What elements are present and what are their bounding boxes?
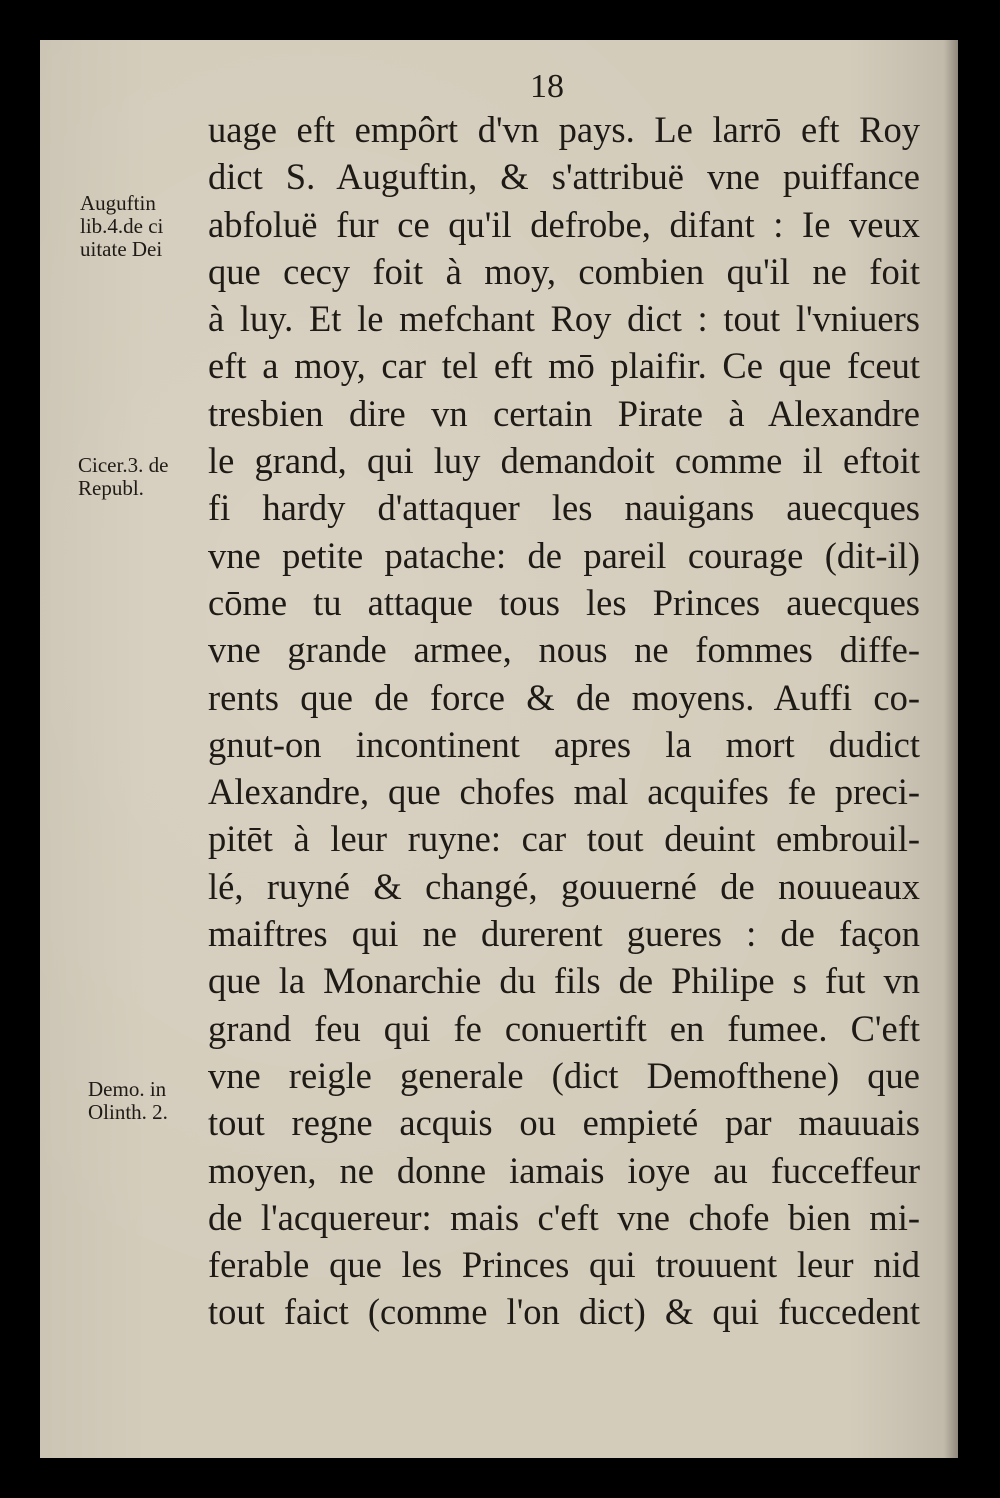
text-line: uage eft empôrt d'vn pays. Le larrō eft Roy bbox=[208, 109, 920, 150]
text-line: cōme tu attaque tous les Princes auecques bbox=[208, 581, 920, 623]
text-line: ferable que les Princes qui trouuent leur nid bbox=[208, 1244, 920, 1286]
text-line: vne petite patache: de pareil courage (dit-il) bbox=[208, 534, 920, 576]
text-line: que la Monarchie du fils de Philipe s fut vn bbox=[208, 960, 920, 1002]
margin-note-line: Demo. in bbox=[88, 1077, 167, 1101]
margin-note-line: uitate Dei bbox=[80, 237, 163, 261]
text-line: le grand, qui luy demandoit comme il eftoit bbox=[208, 440, 920, 482]
text-line: dict S. Auguftin, & s'attribuë vne puiffance bbox=[208, 156, 920, 198]
page-number: 18 bbox=[530, 68, 564, 105]
text-line: Alexandre, que chofes mal acquifes fe preci- bbox=[208, 771, 920, 813]
page-gutter-shadow bbox=[944, 40, 958, 1458]
margin-note-cicero bbox=[78, 454, 168, 500]
body-text bbox=[208, 106, 920, 1336]
text-line: à luy. Et le mefchant Roy dict : tout l'vniuers bbox=[208, 298, 920, 340]
text-line: rents que de force & de moyens. Auffi co- bbox=[208, 676, 920, 718]
book-page bbox=[40, 40, 958, 1458]
text-line: lé, ruyné & changé, gouuerné de nouueaux bbox=[208, 865, 920, 907]
margin-note-line: Republ. bbox=[78, 476, 144, 500]
text-line: tout faict (comme l'on dict) & qui fuccedent bbox=[208, 1291, 920, 1333]
text-line: que cecy foit à moy, combien qu'il ne foit bbox=[208, 250, 920, 292]
margin-note-line: Olinth. 2. bbox=[88, 1100, 168, 1124]
text-line: fi hardy d'attaquer les nauigans auecques bbox=[208, 487, 920, 529]
text-line: grand feu qui fe conuertift en fumee. C'eft bbox=[208, 1007, 920, 1049]
margin-note-demosthenes bbox=[88, 1078, 168, 1124]
margin-note-line: Auguftin bbox=[80, 191, 156, 215]
text-line: de l'acquereur: mais c'eft vne chofe bien mi- bbox=[208, 1196, 920, 1238]
text-line: maiftres qui ne durerent gueres : de façon bbox=[208, 913, 920, 955]
margin-note-augustin bbox=[80, 192, 163, 261]
text-line: tout regne acquis ou empieté par mauuais bbox=[208, 1102, 920, 1144]
text-line: moyen, ne donne iamais ioye au fucceffeur bbox=[208, 1149, 920, 1191]
margin-note-line: Cicer.3. de bbox=[78, 453, 169, 477]
text-line: eft a moy, car tel eft mō plaifir. Ce que fceut bbox=[208, 345, 920, 387]
text-line: gnut-on incontinent apres la mort dudict bbox=[208, 723, 920, 765]
text-line: pitēt à leur ruyne: car tout deuint embrouil- bbox=[208, 818, 920, 860]
text-line: tresbien dire vn certain Pirate à Alexandre bbox=[208, 392, 920, 434]
text-line: vne grande armee, nous ne fommes diffe- bbox=[208, 629, 920, 671]
text-line: abfoluë fur ce qu'il defrobe, difant : Ie veux bbox=[208, 203, 920, 245]
text-line: vne reigle generale (dict Demofthene) que bbox=[208, 1054, 920, 1096]
margin-note-line: lib.4.de ci bbox=[80, 214, 164, 238]
